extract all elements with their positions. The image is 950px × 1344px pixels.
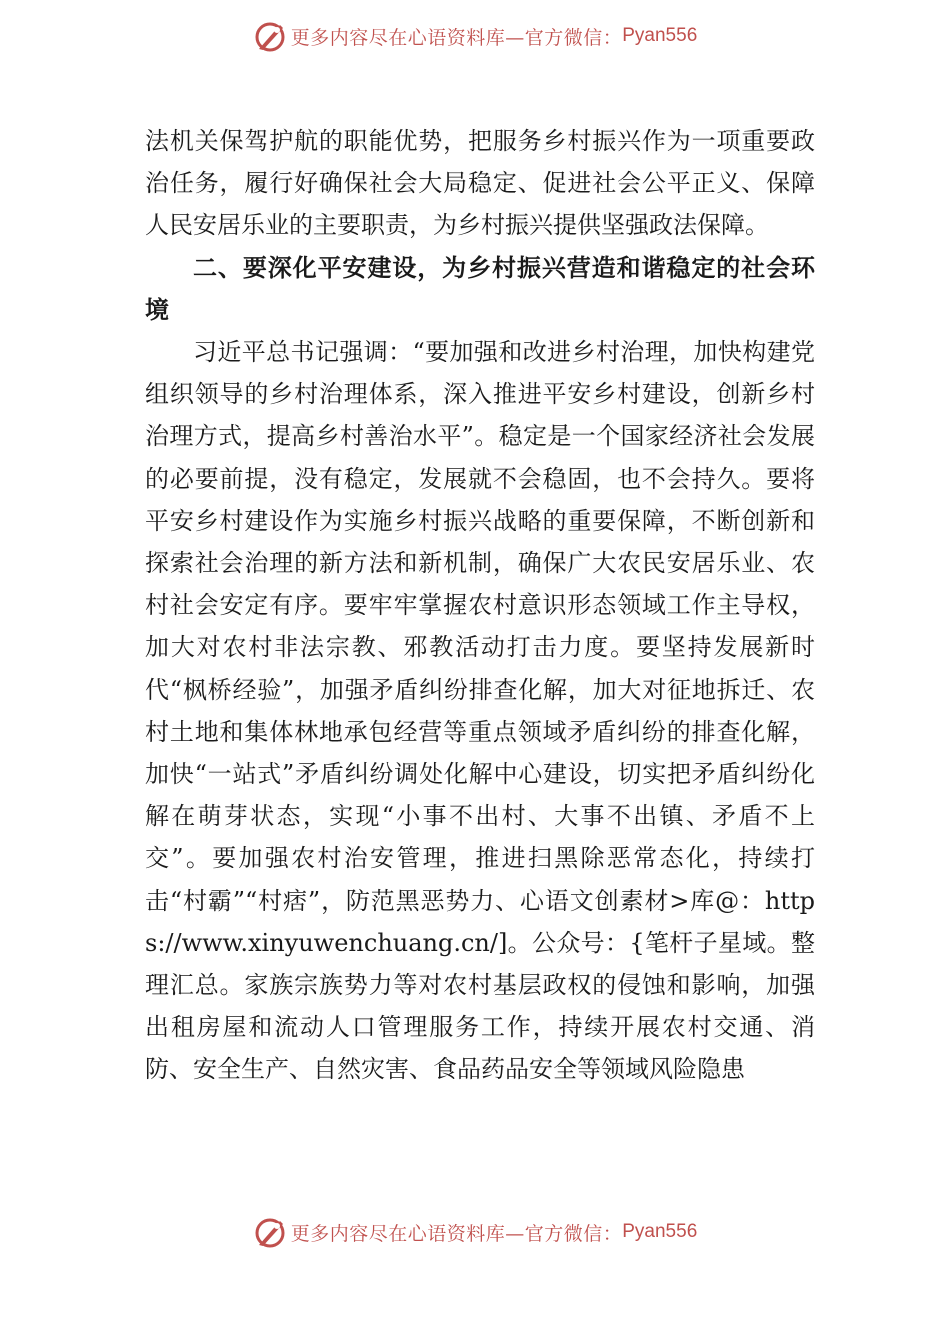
header-banner bbox=[0, 14, 950, 58]
section-heading: 二、要深化平安建设，为乡村振兴营造和谐稳定的社会环境 bbox=[145, 253, 815, 324]
header-wechat-id: Pyan556 bbox=[622, 25, 698, 46]
pen-circle-logo-icon bbox=[253, 1215, 287, 1249]
header-banner-text: 更多内容尽在心语资料库—官方微信： bbox=[290, 26, 623, 49]
footer-banner bbox=[0, 1210, 950, 1254]
paragraph-main: 习近平总书记强调：“要加强和改进乡村治理，加快构建党组织领导的乡村治理体系，深入推进平安乡村建设，创新乡村治理方式，提高乡村善治水平”。稳定是一个国家经济社会发展的必要前提，没有稳定，发展就不会稳固，也不会持久。要将平安乡村建设作为实施乡村振兴战略的重要保障，不断创新和探索社会治理的新方法和新机制，确保广大农民安居乐业、农村社会安定有序。要牢牢掌握农村意识形态领域工作主导权，加大对农村非法宗教、邪教活动打击力度。要坚持发展新时代“枫桥经验”，加强矛盾纠纷排查化解，加大对征地拆迁、农村土地和集体林地承包经营等重点领域矛盾纠纷的排查化解，加快“一站式”矛盾纠纷调处化解中心建设，切实把矛盾纠纷化解在萌芽状态，实现“小事不出村、大事不出镇、矛盾不上交”。要加强农村治安管理，推进扫黑除恶常态化，持续打击“村霸”“村痞”，防范黑恶势力、心语文创素材>库@：https://www.xinyuwenchuang.cn/]。公众号：{笔杆子星域。整理汇总。家族宗族势力等对农村基层政权的侵蚀和影响，加强出租房屋和流动人口管理服务工作，持续开展农村交通、消防、安全生产、自然灾害、食品药品安全等领域风险隐患 bbox=[145, 338, 815, 1084]
footer-wechat-id: Pyan556 bbox=[622, 1221, 698, 1242]
pen-circle-logo-icon bbox=[253, 19, 287, 53]
paragraph-continued: 法机关保驾护航的职能优势，把服务乡村振兴作为一项重要政治任务，履行好确保社会大局稳定、促进社会公平正义、保障人民安居乐业的主要职责，为乡村振兴提供坚强政法保障。 bbox=[145, 127, 815, 240]
document-body bbox=[145, 120, 815, 1091]
footer-banner-text: 更多内容尽在心语资料库—官方微信： bbox=[290, 1222, 623, 1245]
